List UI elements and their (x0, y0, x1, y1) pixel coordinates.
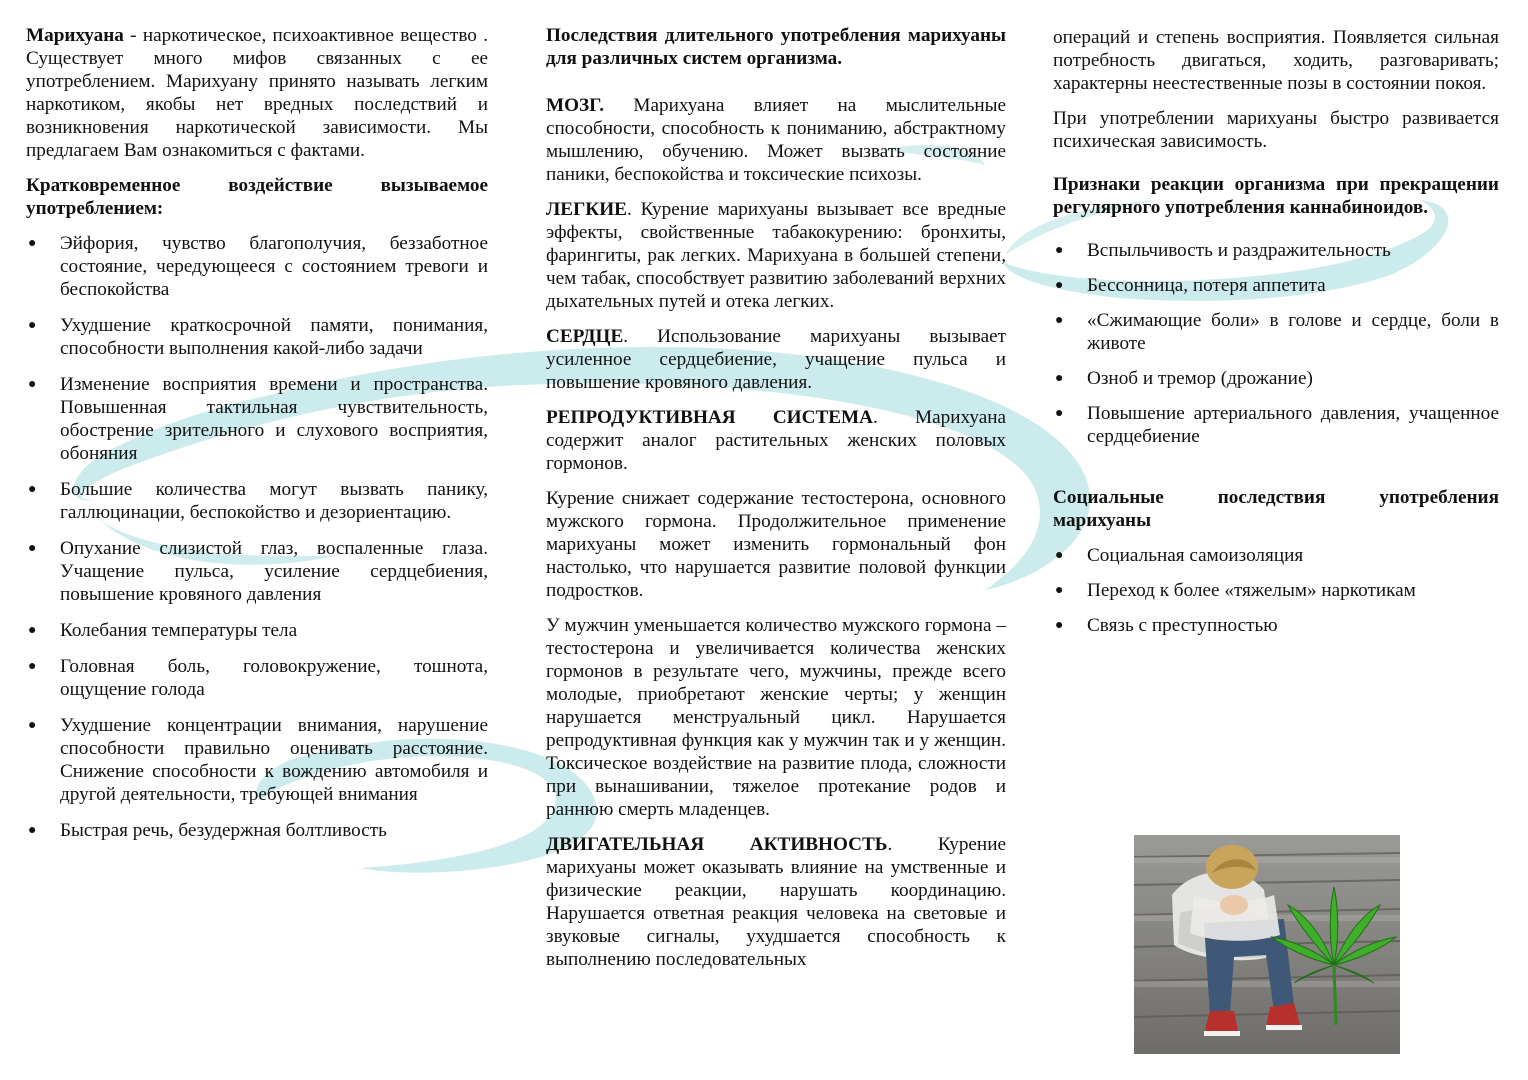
bullet-icon: ● (28, 659, 37, 674)
spacer (1053, 460, 1499, 486)
list-item: ● Большие количества могут вызвать панику, галлюцинации, беспокойство и дезориентацию. (28, 479, 488, 523)
list-item: ● Ухудшение концентрации внимания, нарушение способности правильно оценивать расстояние. Снижение способности к вождению автомобиля и другой деятельности, требующей внимания (28, 715, 488, 805)
repro-term: РЕПРОДУКТИВНАЯ СИСТЕМА (546, 407, 874, 428)
motor-term: ДВИГАТЕЛЬНАЯ АКТИВНОСТЬ (546, 834, 888, 855)
list-item: ● Эйфория, чувство благополучия, беззаботное состояние, чередующееся с состоянием тревоги и беспокойства (28, 233, 488, 300)
bullet-icon: ● (1055, 618, 1064, 633)
short-term-heading: Кратковременное воздействие вызываемое употреблением: (26, 175, 488, 219)
list-item: ● Головная боль, головокружение, тошнота, ощущение голода (28, 656, 488, 700)
bullet-icon: ● (1055, 371, 1064, 386)
social-list (1053, 544, 1499, 637)
teen-on-stairs-photo (1134, 835, 1400, 1054)
list-item: ● Вспыльчивость и раздражительность (1055, 240, 1391, 261)
repro-paragraph: РЕПРОДУКТИВНАЯ СИСТЕМА. Марихуана содержит аналог растительных женских половых гормонов. (546, 407, 1006, 474)
list-item: ● Опухание слизистой глаз, воспаленные глаза. Учащение пульса, усиление сердцебиения, повышение кровяного давления (28, 538, 488, 605)
intro-paragraph (26, 24, 488, 162)
bullet-icon: ● (1055, 313, 1064, 328)
column-middle (546, 24, 1006, 983)
list-item: ● Повышение артериального давления, учащенное сердцебиение (1055, 403, 1499, 447)
bullet-icon: ● (28, 823, 37, 838)
lungs-term: ЛЕГКИЕ (546, 199, 627, 220)
list-item: ● Быстрая речь, безудержная болтливость (28, 820, 387, 841)
intro-term: Марихуана (26, 25, 124, 46)
list-item: ● Ухудшение краткосрочной памяти, понимания, способности выполнения какой-либо задачи (28, 315, 488, 359)
list-item: ● «Сжимающие боли» в голове и сердце, боли в животе (1055, 310, 1499, 354)
photo-illustration (1134, 835, 1400, 1054)
column-right (1053, 26, 1499, 649)
bullet-icon: ● (1055, 243, 1064, 258)
bullet-icon: ● (28, 623, 37, 638)
column-left (26, 24, 488, 855)
long-term-heading: Последствия длительного употребления марихуаны для различных систем организма. (546, 25, 1006, 69)
withdrawal-list (1053, 239, 1499, 448)
list-item: ● Бессонница, потеря аппетита (1055, 275, 1326, 296)
lungs-paragraph: ЛЕГКИЕ. Курение марихуаны вызывает все вредные эффекты, свойственные табакокурению: бронхиты, фарингиты, рак легких. Марихуана в большей степени, чем табак, способствует развитию заболеваний верхних дыхательных путей и отека легких. (546, 199, 1006, 312)
list-item: ● Социальная самоизоляция (1055, 545, 1304, 566)
list-item: ● Связь с преступностью (1055, 615, 1278, 636)
short-term-effects-list (26, 232, 488, 842)
bullet-icon: ● (28, 482, 37, 497)
heart-paragraph: СЕРДЦЕ. Использование марихуаны вызывает усиленное сердцебиение, учащение пульса и повышение кровяного давления. (546, 326, 1006, 393)
bullet-icon: ● (28, 377, 37, 392)
list-item: ● Колебания температуры тела (28, 620, 298, 641)
bullet-icon: ● (28, 236, 37, 251)
withdrawal-heading: Признаки реакции организма при прекращении регулярного употребления каннабиноидов. (1053, 174, 1499, 218)
bullet-icon: ● (1055, 583, 1064, 598)
bullet-icon: ● (28, 718, 37, 733)
bullet-icon: ● (28, 541, 37, 556)
social-heading: Социальные последствия употребления марихуаны (1053, 487, 1499, 531)
motor-paragraph: ДВИГАТЕЛЬНАЯ АКТИВНОСТЬ. Курение марихуаны может оказывать влияние на умственные и физические реакции, нарушать координацию. Нарушается ответная реакция человека на световые и звуковые сигналы, ухудшается способность к выполнению последовательных (546, 834, 1006, 970)
bullet-icon: ● (1055, 548, 1064, 563)
intro-text: - наркотическое, психоактивное вещество . Существует много мифов связанных с ее употреблением. Марихуану принято называть легким наркотиком, якобы нет вредных последствий и возникновения наркотической зависимости. Мы предлагаем Вам ознакомиться с фактами. (26, 25, 488, 161)
heart-term: СЕРДЦЕ (546, 326, 624, 347)
repro-paragraph-3: У мужчин уменьшается количество мужского гормона – тестостерона и увеличивается количества женских гормонов в результате чего, мужчины, прежде всего молодые, приобретают женские черты; у женщин нарушается менструальный цикл. Нарушается репродуктивная функция как у мужчин так и у женщин. Токсическое воздействие на развитие плода, сложности при вынашивании, тяжелое протекание родов и раннюю смерть младенцев. (546, 615, 1006, 820)
list-item: ● Переход к более «тяжелым» наркотикам (1055, 580, 1416, 601)
list-item: ● Изменение восприятия времени и пространства. Повышенная тактильная чувствительность, обострение зрительного и слухового восприятия, обоняния (28, 374, 488, 464)
motor-continuation: операций и степень восприятия. Появляется сильная потребность двигаться, ходить, разговаривать; характерны неестественные позы в состоянии покоя. (1053, 27, 1499, 94)
repro-paragraph-2: Курение снижает содержание тестостерона, основного мужского гормона. Продолжительное применение марихуаны может изменить гормональный фон настолько, что нарушается развитие половой функции подростков. (546, 488, 1006, 601)
bullet-icon: ● (28, 318, 37, 333)
bullet-icon: ● (1055, 278, 1064, 293)
brain-paragraph: МОЗГ. Марихуана влияет на мыслительные способности, способность к пониманию, абстрактному мышлению, обучению. Может вызвать состояние паники, беспокойства и токсические психозы. (546, 95, 1006, 185)
bullet-icon: ● (1055, 406, 1064, 421)
list-item: ● Озноб и тремор (дрожание) (1055, 368, 1313, 389)
dependence-paragraph: При употреблении марихуаны быстро развивается психическая зависимость. (1053, 108, 1499, 152)
brain-term: МОЗГ. (546, 95, 605, 116)
